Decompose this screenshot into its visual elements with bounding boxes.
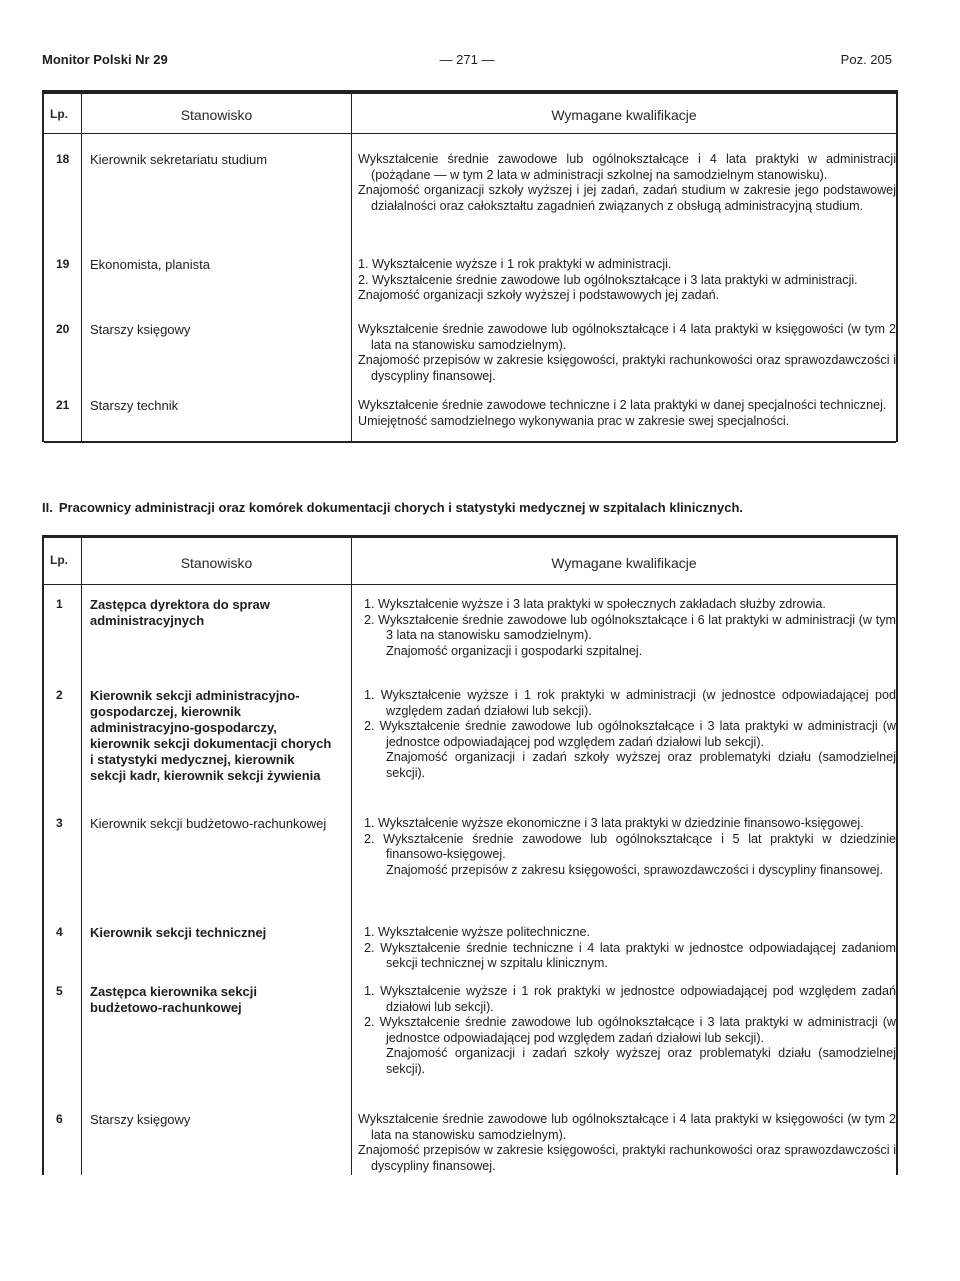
qualification-line: 1. Wykształcenie wyższe ekonomiczne i 3 lata praktyki w dziedzinie finansowo-księgowej. bbox=[364, 816, 864, 830]
column-divider bbox=[351, 90, 352, 442]
qualification-line: 2. Wykształcenie średnie zawodowe lub ogólnokształcące i 5 lat praktyki w dziedzinie finansowo-księgowej. bbox=[364, 831, 896, 861]
journal-title: Monitor Polski Nr 29 bbox=[42, 52, 168, 67]
qualifications-table-2 bbox=[42, 535, 898, 1175]
qualifications bbox=[358, 257, 896, 304]
section-heading bbox=[42, 500, 894, 515]
qualification-line: Znajomość organizacji szkoły wyższej i jej zadań, zadań studium w zakresie jego podstawowej działalności oraz całokształtu zagadnień związanych z obsługą administracyjną studium. bbox=[358, 183, 896, 213]
running-head bbox=[42, 52, 892, 70]
qualification-line: 1. Wykształcenie wyższe i 1 rok praktyki w administracji (w jednostce odpowiadającej pod względem zadań działowi lub sekcji). bbox=[364, 688, 896, 718]
qualification-line: Wykształcenie średnie zawodowe lub ogólnokształcące i 4 lata praktyki w księgowości (w tym 2 lata na stanowisku samodzielnym). bbox=[358, 322, 896, 352]
qualification-line: 1. Wykształcenie wyższe i 1 rok praktyki w administracji. bbox=[358, 257, 672, 271]
position-name: Starszy księgowy bbox=[90, 1112, 191, 1127]
header-stanowisko: Stanowisko bbox=[180, 555, 253, 571]
qualifications bbox=[358, 322, 896, 384]
qualification-line: Znajomość organizacji i zadań szkoły wyższej oraz problematyki działu (samodzielnej sekcji). bbox=[386, 1046, 896, 1076]
position-name: Starszy technik bbox=[90, 398, 179, 413]
row-number: 1 bbox=[56, 597, 63, 611]
position-name: Zastępca kierownika sekcji budżetowo-rachunkowej bbox=[90, 984, 257, 1015]
qualification-line: Wykształcenie średnie zawodowe lub ogólnokształcące i 4 lata praktyki w administracji (pożądane — w tym 2 lata w administracji szkolnej na samodzielnym stanowisku). bbox=[358, 152, 896, 182]
row-number: 19 bbox=[56, 257, 70, 271]
position-name: Kierownik sekcji budżetowo-rachunkowej bbox=[90, 816, 327, 831]
qualification-line: 2. Wykształcenie średnie zawodowe lub ogólnokształcące i 3 lata praktyki w administracji. bbox=[358, 272, 858, 287]
qualifications-table-1 bbox=[42, 90, 898, 442]
column-divider bbox=[351, 535, 352, 1175]
column-divider bbox=[81, 90, 82, 442]
row-number: 4 bbox=[56, 925, 63, 939]
qualification-line: 1. Wykształcenie wyższe i 1 rok praktyki w jednostce odpowiadającej pod względem zadań działowi lub sekcji). bbox=[364, 984, 896, 1014]
row-number: 20 bbox=[56, 322, 70, 336]
position-name: Kierownik sekcji administracyjno-gospodarczej, kierownik administracyjno-gospodarczy, kierownik sekcji dokumentacji chorych i statystyki medycznej, kierownik sekcji kadr, kierownik sekcji żywienia bbox=[90, 688, 332, 783]
qualification-line: Znajomość przepisów w zakresie księgowości, praktyki rachunkowości oraz sprawozdawczości i dyscypliny finansowej. bbox=[358, 1143, 896, 1173]
qualification-line: Znajomość organizacji szkoły wyższej i podstawowych jej zadań. bbox=[358, 288, 720, 302]
position-name: Ekonomista, planista bbox=[90, 257, 210, 272]
row-number: 5 bbox=[56, 984, 63, 998]
table-top-rule bbox=[44, 535, 896, 538]
qualifications bbox=[358, 597, 896, 659]
qualifications bbox=[358, 398, 896, 429]
header-stanowisko: Stanowisko bbox=[180, 107, 253, 123]
position-name: Kierownik sekcji technicznej bbox=[90, 925, 267, 940]
header-rule bbox=[44, 584, 896, 585]
qualification-line: 2. Wykształcenie średnie zawodowe lub ogólnokształcące i 3 lata praktyki w administracji (w jednostce odpowiadającej pod względem zadań działowi lub sekcji). bbox=[364, 719, 896, 749]
table-bottom-rule bbox=[44, 441, 896, 443]
qualifications bbox=[358, 688, 896, 781]
qualifications bbox=[358, 152, 896, 214]
position-name: Zastępca dyrektora do spraw administracyjnych bbox=[90, 597, 270, 628]
qualification-line: 1. Wykształcenie wyższe politechniczne. bbox=[364, 925, 590, 939]
qualification-line: Wykształcenie średnie zawodowe techniczne i 2 lata praktyki w danej specjalności technicznej. bbox=[358, 398, 887, 412]
row-number: 3 bbox=[56, 816, 63, 830]
page-number: — 271 — bbox=[439, 52, 495, 67]
position-name: Starszy księgowy bbox=[90, 322, 191, 337]
qualification-line: 1. Wykształcenie wyższe i 3 lata praktyki w społecznych zakładach służby zdrowia. bbox=[364, 597, 826, 611]
qualification-line: 2. Wykształcenie średnie techniczne i 4 lata praktyki w jednostce odpowiadającej zadaniom sekcji technicznej w szpitalu klinicznym. bbox=[364, 940, 896, 970]
header-kwalifikacje: Wymagane kwalifikacje bbox=[551, 555, 697, 571]
qualifications bbox=[358, 984, 896, 1077]
qualification-line: 2. Wykształcenie średnie zawodowe lub ogólnokształcące i 6 lat praktyki w administracji (w tym 3 lata na stanowisku samodzielnym). bbox=[364, 612, 896, 642]
header-rule bbox=[44, 133, 896, 134]
header-lp: Lp. bbox=[50, 553, 68, 567]
position-number: Poz. 205 bbox=[840, 52, 892, 67]
row-number: 2 bbox=[56, 688, 63, 702]
qualification-line: Umiejętność samodzielnego wykonywania prac w zakresie swej specjalności. bbox=[358, 413, 790, 428]
qualifications bbox=[358, 816, 896, 878]
position-name: Kierownik sekretariatu studium bbox=[90, 152, 268, 167]
qualification-line: Znajomość organizacji i zadań szkoły wyższej oraz problematyki działu (samodzielnej sekcji). bbox=[386, 750, 896, 780]
header-kwalifikacje: Wymagane kwalifikacje bbox=[551, 107, 697, 123]
section-title: Pracownicy administracji oraz komórek dokumentacji chorych i statystyki medycznej w szpitalach klinicznych. bbox=[58, 500, 744, 515]
qualification-line: Wykształcenie średnie zawodowe lub ogólnokształcące i 4 lata praktyki w księgowości (w tym 2 lata na stanowisku samodzielnym). bbox=[358, 1112, 896, 1142]
qualifications bbox=[358, 925, 896, 972]
section-number: II. bbox=[42, 500, 53, 515]
table-top-rule bbox=[44, 90, 896, 94]
qualification-line: Znajomość przepisów w zakresie księgowości, praktyki rachunkowości oraz sprawozdawczości i dyscypliny finansowej. bbox=[358, 353, 896, 383]
row-number: 21 bbox=[56, 398, 70, 412]
row-number: 6 bbox=[56, 1112, 63, 1126]
qualification-line: Znajomość organizacji i gospodarki szpitalnej. bbox=[386, 643, 643, 658]
qualification-line: 2. Wykształcenie średnie zawodowe lub ogólnokształcące i 3 lata praktyki w administracji (w jednostce odpowiadającej pod względem zadań działowi lub sekcji). bbox=[364, 1015, 896, 1045]
row-number: 18 bbox=[56, 152, 70, 166]
column-divider bbox=[81, 535, 82, 1175]
qualifications bbox=[358, 1112, 896, 1174]
header-lp: Lp. bbox=[50, 107, 68, 121]
qualification-line: Znajomość przepisów z zakresu księgowości, sprawozdawczości i dyscypliny finansowej. bbox=[386, 862, 883, 877]
